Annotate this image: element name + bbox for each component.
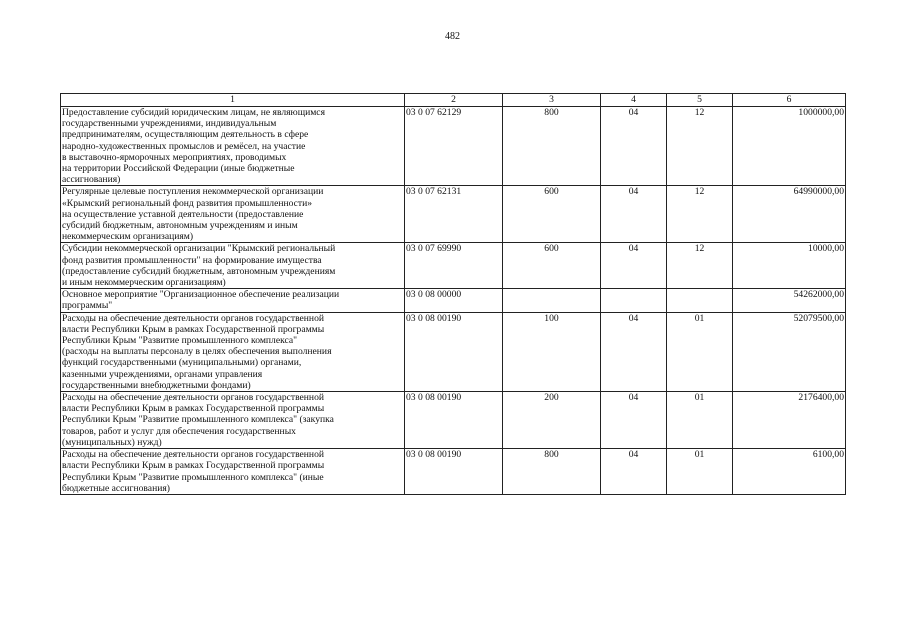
header-cell-section: 4 (601, 94, 667, 107)
row-code: 03 0 07 62131 (405, 186, 503, 243)
header-cell-amount: 6 (733, 94, 846, 107)
row-amount: 54262000,00 (733, 289, 846, 312)
row-name: Расходы на обеспечение деятельности органов государственной власти Республики Крым в рамках Государственной программы Республики Крым "Развитие промышленного комплекса" (иные бюджетные ассигнования) (61, 449, 405, 495)
row-code: 03 0 07 69990 (405, 243, 503, 289)
row-subsection (667, 289, 733, 312)
row-name: Предоставление субсидий юридическим лицам, не являющимся государственными учреждениями, индивидуальным предпринимателям, осуществляющим деятельность в сфере народно-художественных промыслов и ремёсел, на участие в выставочно-ярморочных мероприятиях, проводимых на территории Российской Федерации (иные бюджетные ассигнования) (61, 107, 405, 186)
row-expense-type: 800 (503, 107, 601, 186)
row-section: 04 (601, 107, 667, 186)
header-cell-subsection: 5 (667, 94, 733, 107)
row-amount: 64990000,00 (733, 186, 846, 243)
row-expense-type: 600 (503, 186, 601, 243)
row-amount: 2176400,00 (733, 392, 846, 449)
row-code: 03 0 07 62129 (405, 107, 503, 186)
row-subsection: 12 (667, 243, 733, 289)
row-section: 04 (601, 312, 667, 391)
row-subsection: 01 (667, 312, 733, 391)
row-expense-type: 200 (503, 392, 601, 449)
row-code: 03 0 08 00000 (405, 289, 503, 312)
row-section: 04 (601, 392, 667, 449)
row-amount: 1000000,00 (733, 107, 846, 186)
row-section: 04 (601, 449, 667, 495)
row-name: Основное мероприятие "Организационное обеспечение реализации программы" (61, 289, 405, 312)
row-name: Расходы на обеспечение деятельности органов государственной власти Республики Крым в рамках Государственной программы Республики Крым "Развитие промышленного комплекса" (расходы на выплаты персоналу в целях обеспечения выполнения функций государственными (муниципальными) органами, казенными учреждениями, органами управления государственными внебюджетными фондами) (61, 312, 405, 391)
header-cell-code: 2 (405, 94, 503, 107)
row-name: Расходы на обеспечение деятельности органов государственной власти Республики Крым в рамках Государственной программы Республики Крым "Развитие промышленного комплекса" (закупка товаров, работ и услуг для обеспечения государственных (муниципальных) нужд) (61, 392, 405, 449)
row-expense-type (503, 289, 601, 312)
budget-table (60, 93, 846, 495)
table-row (61, 107, 846, 186)
table-row (61, 243, 846, 289)
table-row (61, 449, 846, 495)
row-name: Субсидии некоммерческой организации "Крымский региональный фонд развития промышленности" на формирование имущества (предоставление субсидий бюджетным, автономным учреждениям и иным некоммерческим организациям) (61, 243, 405, 289)
row-name: Регулярные целевые поступления некоммерческой организации «Крымский региональный фонд развития промышленности» на осуществление уставной деятельности (предоставление субсидий бюджетным, автономным учреждениям и иным некоммерческим организациям) (61, 186, 405, 243)
table-row (61, 289, 846, 312)
row-amount: 6100,00 (733, 449, 846, 495)
page-number: 482 (445, 31, 460, 42)
row-code: 03 0 08 00190 (405, 312, 503, 391)
row-expense-type: 600 (503, 243, 601, 289)
table-row (61, 186, 846, 243)
row-code: 03 0 08 00190 (405, 449, 503, 495)
header-cell-name: 1 (61, 94, 405, 107)
row-expense-type: 800 (503, 449, 601, 495)
row-code: 03 0 08 00190 (405, 392, 503, 449)
row-section (601, 289, 667, 312)
row-subsection: 01 (667, 449, 733, 495)
table-row (61, 392, 846, 449)
row-section: 04 (601, 243, 667, 289)
row-amount: 10000,00 (733, 243, 846, 289)
row-section: 04 (601, 186, 667, 243)
row-subsection: 01 (667, 392, 733, 449)
row-expense-type: 100 (503, 312, 601, 391)
header-cell-expense-type: 3 (503, 94, 601, 107)
table-row (61, 312, 846, 391)
row-subsection: 12 (667, 107, 733, 186)
row-amount: 52079500,00 (733, 312, 846, 391)
row-subsection: 12 (667, 186, 733, 243)
table-header-row (61, 94, 846, 107)
